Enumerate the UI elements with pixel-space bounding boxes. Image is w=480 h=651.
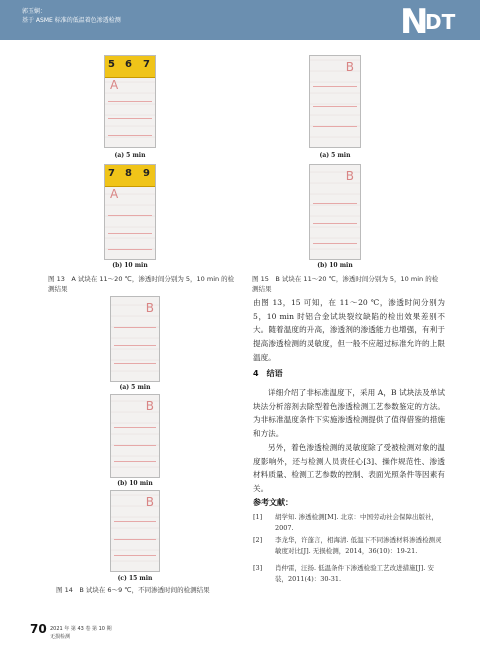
- paragraph-result: 由图 13，15 可知，在 11～20 ℃，渗透时间分别为 5，10 min 时铝合金试块裂纹缺陷的检出效果差别不大。随着温度的升高，渗透剂的渗透能力也增强，有利于提高渗透检测的灵敏度，但一般不应超过标准允许的上限温度。: [253, 298, 445, 362]
- header-author: 郭玉娴：: [22, 8, 47, 15]
- ndt-logo: [397, 2, 459, 38]
- crack-line: [114, 555, 156, 556]
- fig14b-subcaption: (b) 10 min: [117, 480, 153, 487]
- ruler-number: 9: [143, 168, 150, 179]
- crack-line: [313, 203, 357, 204]
- ruler-number: 7: [108, 168, 115, 179]
- crack-line: [313, 243, 357, 244]
- fig13b-subcaption: (b) 10 min: [112, 262, 148, 269]
- crack-line: [114, 539, 156, 540]
- crack-line: [313, 223, 357, 224]
- crack-line: [108, 118, 152, 119]
- reference-item: [253, 563, 445, 584]
- specimen-letter: B: [145, 399, 154, 413]
- fig13b-ruler: [105, 165, 155, 187]
- footer-issue: 2021 年 第 43 卷 第 10 期: [50, 626, 112, 632]
- ruler-number: 7: [143, 59, 150, 70]
- reference-item: [253, 512, 445, 533]
- specimen-letter: B: [345, 60, 354, 74]
- fig13-caption: 图 13 A 试块在 11～20 ℃，渗透时间分别为 5，10 min 的检测结果: [48, 275, 235, 293]
- crack-line: [114, 327, 156, 328]
- crack-line: [313, 86, 357, 87]
- reference-text: 胡学知. 渗透检测[M]. 北京：中国劳动社会保障出版社，2007.: [275, 513, 438, 532]
- crack-line: [114, 427, 156, 428]
- specimen-letter: B: [345, 169, 354, 183]
- crack-line: [108, 215, 152, 216]
- reference-number: [3]: [253, 564, 263, 572]
- reference-number: [1]: [253, 513, 263, 521]
- crack-line: [108, 249, 152, 250]
- svg-text:N: N: [400, 2, 429, 38]
- fig15b-photo: [309, 164, 361, 260]
- fig14a-subcaption: (a) 5 min: [119, 384, 151, 391]
- fig13a-ruler: [105, 56, 155, 78]
- references-heading: 参考文献：: [253, 498, 293, 507]
- crack-line: [108, 135, 152, 136]
- reference-text: 肖仲雷，汪扬. 低温条件下渗透检验工艺改进措施[J]. 安装，2011(4)：30-31.: [275, 564, 434, 583]
- fig13a-photo: [104, 55, 156, 148]
- fig14-caption: 图 14 B 试块在 6～9 ℃，不同渗透时间的检测结果: [56, 586, 210, 594]
- crack-line: [114, 363, 156, 364]
- footer-journal: 无损检测: [50, 634, 71, 640]
- fig15-caption: 图 15 B 试块在 11～20 ℃，渗透时间分别为 5，10 min 的检测结果: [252, 275, 439, 293]
- paragraph-conclusion-2: 另外，着色渗透检测的灵敏度除了受被检测对象的温度影响外，还与检测人员责任心[3]、操作规范性、渗透材料质量、检测工艺参数的控制、表面光照条件等因素有关。: [253, 443, 445, 494]
- specimen-letter: A: [110, 78, 119, 92]
- header-article-title: 基于 ASME 标准的低温着色渗透检测: [22, 17, 121, 24]
- crack-line: [114, 461, 156, 462]
- crack-line: [108, 233, 152, 234]
- fig13b-photo: [104, 164, 156, 260]
- ruler-number: 5: [108, 59, 115, 70]
- ruler-number: 6: [125, 59, 132, 70]
- reference-item: [253, 535, 445, 556]
- fig14c-subcaption: (c) 15 min: [117, 575, 153, 582]
- fig14a-photo: [110, 296, 160, 382]
- paragraph-conclusion-1: 详细介绍了非标准温度下，采用 A，B 试块法及单试块法分析溶剂去除型着色渗透检测工艺参数鉴定的方法。为非标准温度条件下实施渗透检测提供了值得借鉴的措施和方法。: [253, 388, 445, 439]
- fig13a-subcaption: (a) 5 min: [114, 152, 146, 159]
- svg-text:DT: DT: [425, 10, 456, 34]
- fig15b-subcaption: (b) 10 min: [317, 262, 353, 269]
- specimen-letter: B: [145, 495, 154, 509]
- crack-line: [313, 106, 357, 107]
- section-heading-conclusion: 4 结语: [253, 369, 283, 378]
- fig14c-photo: [110, 490, 160, 572]
- crack-line: [108, 101, 152, 102]
- fig14b-photo: [110, 394, 160, 478]
- reference-number: [2]: [253, 536, 263, 544]
- reference-text: 李龙华，许蓬言，相海清. 低温下不同渗透材料渗透检测灵敏度对比[J]. 无损检测，2014，36(10)：19-21.: [275, 536, 442, 555]
- crack-line: [114, 521, 156, 522]
- page-number: 70: [30, 622, 47, 636]
- specimen-letter: B: [145, 301, 154, 315]
- crack-line: [114, 445, 156, 446]
- fig15a-subcaption: (a) 5 min: [319, 152, 351, 159]
- crack-line: [313, 126, 357, 127]
- fig15a-photo: [309, 55, 361, 148]
- crack-line: [114, 345, 156, 346]
- specimen-letter: A: [110, 187, 119, 201]
- ruler-number: 8: [125, 168, 132, 179]
